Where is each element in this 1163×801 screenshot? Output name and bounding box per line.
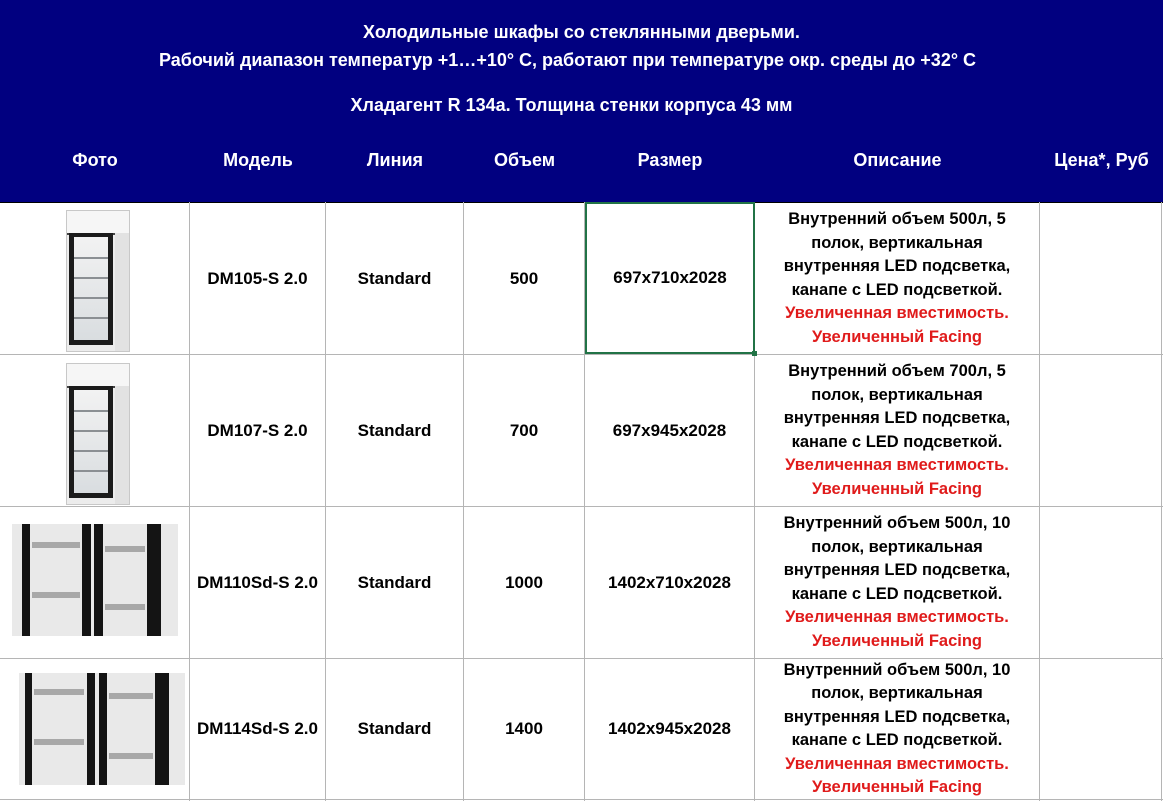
table-row [0,355,1163,506]
description-text: Внутренний объем 700л, 5 полок, вертикальная внутренняя LED подсветка, канапе с LED подсветкой. [783,362,1011,451]
size-cell[interactable]: 697x945x2028 [612,420,727,440]
column-header-model[interactable]: Модель [223,150,293,170]
description-highlight: Увеличенная вместимость. Увеличенный Facing [785,608,1009,650]
description-cell[interactable] [755,355,1039,506]
description-highlight: Увеличенная вместимость. Увеличенный Facing [785,754,1009,796]
column-header-volume[interactable]: Объем [493,150,556,170]
line-cell[interactable]: Standard [357,719,432,738]
double-door-fridge-image [12,524,178,636]
single-door-fridge-image [66,363,130,505]
column-header-size[interactable]: Размер [637,150,703,170]
description-text: Внутренний объем 500л, 5 полок, вертикальная внутренняя LED подсветка, канапе с LED подсветкой. [783,210,1011,299]
volume-cell[interactable]: 1400 [505,719,543,738]
table-row [0,659,1163,799]
model-cell[interactable]: DM105-S 2.0 [207,268,308,288]
model-cell[interactable]: DM114Sd-S 2.0 [197,719,318,738]
volume-cell[interactable]: 500 [509,268,539,288]
column-header-line[interactable]: Линия [366,150,424,170]
volume-cell[interactable]: 700 [509,420,539,440]
photo-cell[interactable] [0,659,189,799]
single-door-fridge-image [66,210,130,352]
price-cell[interactable] [1040,507,1161,658]
photo-cell[interactable] [0,507,189,658]
line-cell[interactable]: Standard [357,268,432,288]
title-line-2: Рабочий диапазон температур +1…+10° С, работают при температуре окр. среды до +32° С [158,50,977,70]
column-header-description[interactable]: Описание [853,150,942,170]
volume-cell[interactable]: 1000 [505,572,543,592]
column-header-price[interactable]: Цена*, Руб [1054,150,1149,170]
table-row [0,507,1163,658]
double-door-fridge-image [19,673,185,785]
description-highlight: Увеличенная вместимость. Увеличенный Facing [785,456,1009,498]
description-cell[interactable] [755,203,1039,354]
photo-cell[interactable] [0,355,189,506]
title-line-3: Хладагент R 134а. Толщина стенки корпуса 43 мм [350,95,793,115]
column-header-photo[interactable]: Фото [72,150,118,170]
size-cell[interactable]: 1402x945x2028 [608,719,731,738]
size-cell-selected[interactable]: 697x710x2028 [585,202,755,354]
size-cell[interactable]: 1402x710x2028 [608,572,731,592]
table-header [0,0,1163,203]
description-highlight: Увеличенная вместимость. Увеличенный Facing [785,304,1009,346]
title-line-1: Холодильные шкафы со стеклянными дверьми. [363,22,800,42]
model-cell[interactable]: DM110Sd-S 2.0 [197,572,318,592]
line-cell[interactable]: Standard [357,420,432,440]
price-cell[interactable] [1040,355,1161,506]
line-cell[interactable]: Standard [357,572,432,592]
table-row [0,203,1163,354]
description-cell[interactable] [755,507,1039,658]
price-cell[interactable] [1040,659,1161,799]
description-text: Внутренний объем 500л, 10 полок, вертикальная внутренняя LED подсветка, канапе с LED подсветкой. [783,514,1011,603]
price-cell[interactable] [1040,203,1161,354]
description-cell[interactable] [755,659,1039,799]
model-cell[interactable]: DM107-S 2.0 [207,420,308,440]
photo-cell[interactable] [0,203,189,354]
description-text: Внутренний объем 500л, 10 полок, вертикальная внутренняя LED подсветка, канапе с LED подсветкой. [783,660,1011,749]
